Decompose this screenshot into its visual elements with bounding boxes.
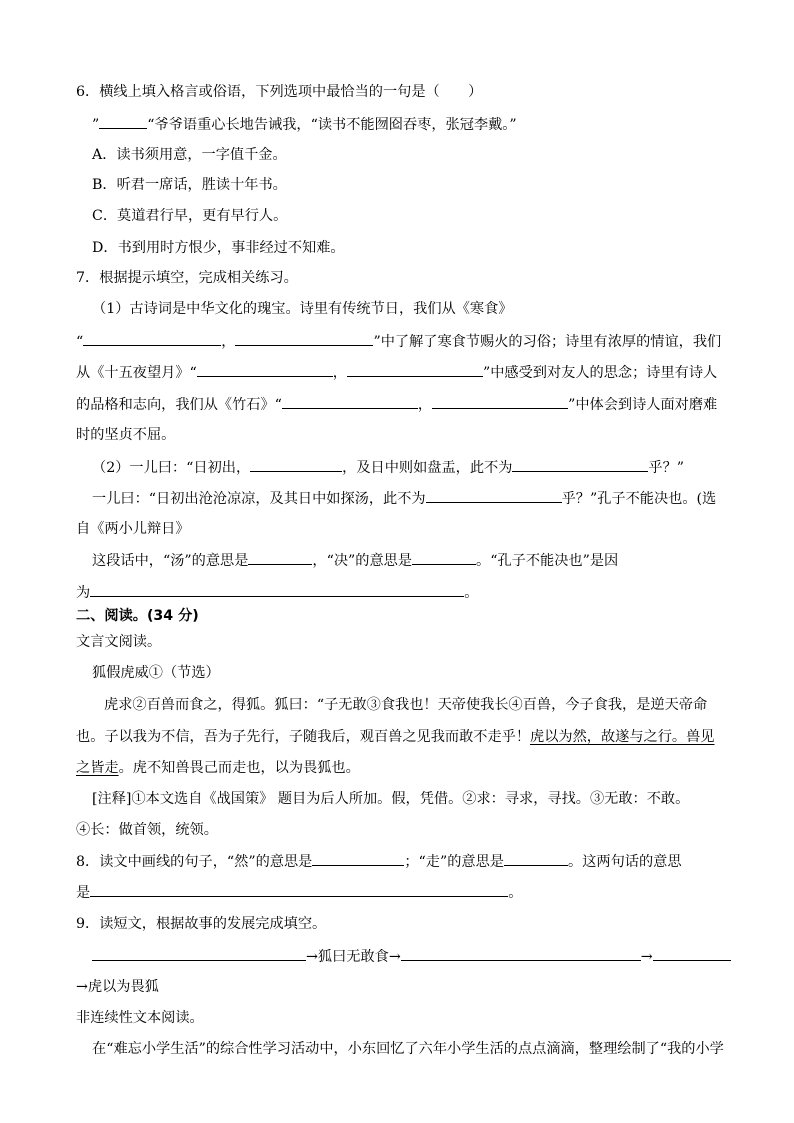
q7-p2-b-pre: 一儿曰：“日初出沧沧凉凉，及其日中如探汤，此不为 [92,491,426,507]
section-3-sub: 非连续性文本阅读。 [76,1010,204,1026]
q7-blank-10[interactable] [248,550,312,565]
q6-option-a: A．读书须用意，一字值千金。 [92,147,287,163]
underlined-sentence-2: 之皆走 [76,760,119,776]
q7-p1-b [76,331,721,352]
q7-p2-d-mid: ，“决”的意思是 [312,553,413,569]
q6-quote-open: ” [92,117,100,133]
q8-blank-1[interactable] [312,851,404,866]
q7-p2-a-pre: （2）一儿曰：“日初出， [92,460,251,476]
section-2-heading: 二、阅读。(34 分) [76,608,199,624]
passage-title: 狐假虎威①（节选） [92,665,220,681]
q7-p2-c: 自《两小儿辩日》 [76,521,190,537]
q7-p2-b-end: 乎？”孔子不能决也。(选 [561,491,717,507]
passage-line-3-rest: 。虎不知兽畏己而走也，以为畏狐也。 [118,760,360,776]
q7-p1-d-rest: ”中体会到诗人面对磨难 [568,397,718,413]
q7-blank-3[interactable] [197,362,333,377]
q8-blank-2[interactable] [504,851,568,866]
passage-line-2-pre: 也。子以我为不信，吾为子先行，子随我后，观百兽之见我而敢不走乎！ [76,729,531,745]
q6-option-d: D．书到用时方恨少，事非经过不知难。 [92,240,345,256]
underlined-sentence-1: 虎以为然，故遂与之行。兽见 [530,729,715,745]
comma: ， [417,397,433,413]
q8-blank-3[interactable] [90,882,508,897]
q7-blank-6[interactable] [432,394,568,409]
q7-blank-11[interactable] [412,550,476,565]
q7-p2-e [76,582,478,603]
q7-p1-e: 时的坚贞不屈。 [76,427,176,443]
q8-line-2 [76,882,522,903]
q7-p1-d-pre: 的品格和志向，我们从《竹石》“ [76,397,282,413]
quote-open: “ [76,334,84,350]
q6-blank[interactable] [99,114,147,129]
q8-mid: ；“走”的意思是 [404,854,504,870]
q6-quote-rest: “爷爷语重心长地告诫我，“读书不能囫囵吞枣，张冠李戴。” [147,117,517,133]
q7-blank-8[interactable] [512,457,648,472]
q7-p2-a-mid: ，及日中则如盘盂，此不为 [342,460,513,476]
q7-p2-d-pre: 这段话中，“汤”的意思是 [92,553,249,569]
q6-option-b: B．听君一席话，胜读十年书。 [92,177,287,193]
q7-p1-c-rest: ”中感受到对友人的思念；诗里有诗人 [482,365,718,381]
q9-blank-3[interactable] [653,946,731,961]
q6-option-c: C．莫道君行早，更有早行人。 [92,208,288,224]
q8-b-end: 。 [508,885,523,901]
comma: ， [221,334,236,350]
q9-stem: 9．读短文，根据故事的发展完成填空。 [76,916,327,932]
q9-arrow-2: → [640,949,653,965]
q7-p1-b-rest: ”中了解了寒食节赐火的习俗；诗里有浓厚的情谊，我们 [373,334,722,350]
note-line-1: [注释]①本文选自《战国策》 题目为后人所加。假，凭借。②求：寻求，寻找。③无敢：不敢。 [92,791,690,807]
q9-blank-1[interactable] [92,946,306,961]
q7-blank-1[interactable] [83,331,221,346]
q7-p2-d [92,550,618,571]
q7-p2-b [92,488,716,509]
q7-blank-9[interactable] [426,488,562,503]
q8-b-pre: 是 [76,885,91,901]
q9-chain [92,946,731,967]
q7-p1-a: （1）古诗词是中华文化的瑰宝。诗里有传统节日，我们从《寒食》 [92,301,513,317]
note-line-2: ④长：做首领，统领。 [76,822,218,838]
q7-p2-d-end: 。“孔子不能决也”是因 [476,553,619,569]
q8-line-1 [76,851,682,872]
q7-blank-7[interactable] [250,457,342,472]
q8-pre: 8．读文中画线的句子，“然”的意思是 [76,854,313,870]
q7-p1-c [76,362,717,383]
q7-p2-e-end: 。 [464,585,479,601]
q7-stem: 7．根据提示填空，完成相关练习。 [76,270,298,286]
q7-blank-4[interactable] [347,362,483,377]
passage-line-1: 虎求②百兽而食之，得狐。狐曰：“子无敢③食我也！天帝使我长④百兽，今子食我，是逆天帝命 [104,697,708,713]
q7-p1-d [76,394,717,415]
q7-p2-a-end: 乎？” [648,460,685,476]
q7-blank-2[interactable] [235,331,373,346]
section-3-para: 在“难忘小学生活”的综合性学习活动中，小东回忆了六年小学生活的点点滴滴，整理绘制了“我的小学 [92,1041,724,1057]
q9-tail: →虎以为畏狐 [76,979,159,995]
q9-blank-2[interactable] [401,946,641,961]
q7-blank-12[interactable] [90,582,464,597]
passage-line-3 [76,758,360,778]
q8-end: 。这两句话的意思 [568,854,682,870]
q6-quote-line [92,114,517,135]
q7-p2-e-pre: 为 [76,585,91,601]
q7-p2-a [92,457,684,478]
q6-stem: 6．横线上填入格言或俗语，下列选项中最恰当的一句是（ ） [76,84,483,100]
passage-line-2 [76,727,714,747]
q9-arrow-1: →狐曰无敢食→ [306,949,401,965]
q7-blank-5[interactable] [282,394,418,409]
section-2-sub: 文言文阅读。 [76,634,162,650]
comma: ， [332,365,347,381]
q7-p1-c-pre: 从《十五夜望月》“ [76,365,197,381]
